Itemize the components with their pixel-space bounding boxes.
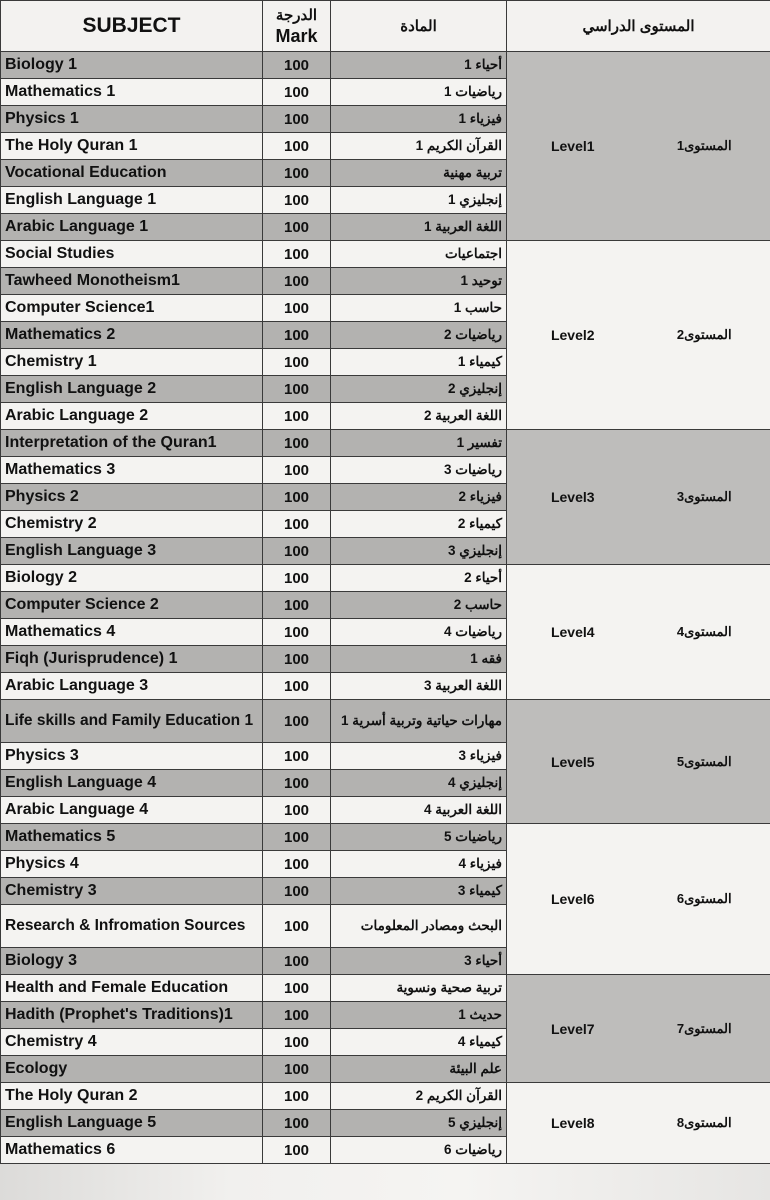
mark-cell: 100 [263, 295, 331, 322]
subject-ar-cell: حاسب 2 [331, 592, 507, 619]
subject-ar-cell: توحيد 1 [331, 268, 507, 295]
mark-cell: 100 [263, 975, 331, 1002]
mark-cell: 100 [263, 403, 331, 430]
subject-cell: Computer Science1 [1, 295, 263, 322]
subject-cell: Arabic Language 1 [1, 214, 263, 241]
level-ar-cell: المستوى5 [639, 700, 770, 824]
subject-cell: Arabic Language 2 [1, 403, 263, 430]
subject-ar-cell: كيمياء 3 [331, 878, 507, 905]
table-body [1, 52, 770, 1164]
level-en-cell: Level3 [507, 430, 639, 565]
subject-cell: Interpretation of the Quran1 [1, 430, 263, 457]
subject-cell: Hadith (Prophet's Traditions)1 [1, 1002, 263, 1029]
subject-cell: Physics 2 [1, 484, 263, 511]
table-row [1, 975, 770, 1002]
level-en-cell: Level1 [507, 52, 639, 241]
subject-ar-cell: كيمياء 4 [331, 1029, 507, 1056]
subject-ar-cell: حاسب 1 [331, 295, 507, 322]
subject-ar-cell: فيزياء 3 [331, 743, 507, 770]
subject-ar-cell: مهارات حياتية وتربية أسرية 1 [331, 700, 507, 743]
subject-ar-cell: اللغة العربية 2 [331, 403, 507, 430]
level-ar-cell: المستوى8 [639, 1083, 770, 1164]
subject-cell: Chemistry 4 [1, 1029, 263, 1056]
subject-ar-cell: إنجليزي 5 [331, 1110, 507, 1137]
level-ar-cell: المستوى2 [639, 241, 770, 430]
table-header [1, 1, 770, 52]
subject-ar-cell: تفسير 1 [331, 430, 507, 457]
mark-cell: 100 [263, 1002, 331, 1029]
subject-ar-cell: فيزياء 1 [331, 106, 507, 133]
subject-cell: Chemistry 2 [1, 511, 263, 538]
table-row [1, 241, 770, 268]
mark-cell: 100 [263, 905, 331, 948]
subject-cell: English Language 1 [1, 187, 263, 214]
subject-ar-cell: أحياء 1 [331, 52, 507, 79]
mark-cell: 100 [263, 673, 331, 700]
subject-ar-cell: أحياء 2 [331, 565, 507, 592]
table-row [1, 1083, 770, 1110]
level-en-cell: Level5 [507, 700, 639, 824]
subject-ar-cell: رياضيات 4 [331, 619, 507, 646]
mark-cell: 100 [263, 79, 331, 106]
subject-ar-cell: كيمياء 1 [331, 349, 507, 376]
level-ar-cell: المستوى6 [639, 824, 770, 975]
level-en-cell: Level7 [507, 975, 639, 1083]
mark-cell: 100 [263, 851, 331, 878]
subject-cell: Vocational Education [1, 160, 263, 187]
subject-ar-cell: رياضيات 6 [331, 1137, 507, 1164]
mark-cell: 100 [263, 1083, 331, 1110]
mark-cell: 100 [263, 1029, 331, 1056]
subject-ar-cell: إنجليزي 3 [331, 538, 507, 565]
subject-cell: English Language 3 [1, 538, 263, 565]
subject-cell: Arabic Language 3 [1, 673, 263, 700]
level-ar-cell: المستوى4 [639, 565, 770, 700]
level-ar-cell: المستوى1 [639, 52, 770, 241]
mark-cell: 100 [263, 457, 331, 484]
subject-cell: English Language 5 [1, 1110, 263, 1137]
subject-cell: English Language 4 [1, 770, 263, 797]
subject-cell: Tawheed Monotheism1 [1, 268, 263, 295]
mark-cell: 100 [263, 349, 331, 376]
subject-ar-cell: كيمياء 2 [331, 511, 507, 538]
mark-cell: 100 [263, 646, 331, 673]
subject-ar-cell: رياضيات 2 [331, 322, 507, 349]
mark-cell: 100 [263, 52, 331, 79]
subject-cell: Biology 3 [1, 948, 263, 975]
subject-cell: Social Studies [1, 241, 263, 268]
subject-ar-cell: إنجليزي 4 [331, 770, 507, 797]
subject-ar-cell: رياضيات 5 [331, 824, 507, 851]
table-row [1, 430, 770, 457]
mark-cell: 100 [263, 133, 331, 160]
subject-cell: Mathematics 3 [1, 457, 263, 484]
mark-cell: 100 [263, 565, 331, 592]
mark-header-en: Mark [275, 26, 318, 46]
subject-ar-cell: علم البيئة [331, 1056, 507, 1083]
subject-ar-cell: اللغة العربية 3 [331, 673, 507, 700]
subject-cell: Physics 4 [1, 851, 263, 878]
subject-ar-cell: البحث ومصادر المعلومات [331, 905, 507, 948]
level-en-cell: Level8 [507, 1083, 639, 1164]
mark-cell: 100 [263, 948, 331, 975]
mark-cell: 100 [263, 214, 331, 241]
subject-cell: Biology 1 [1, 52, 263, 79]
level-ar-cell: المستوى3 [639, 430, 770, 565]
mark-cell: 100 [263, 1137, 331, 1164]
subject-cell: Mathematics 4 [1, 619, 263, 646]
mark-cell: 100 [263, 484, 331, 511]
mark-cell: 100 [263, 430, 331, 457]
subject-cell: Ecology [1, 1056, 263, 1083]
subject-ar-cell: رياضيات 3 [331, 457, 507, 484]
subject-ar-cell: تربية صحية ونسوية [331, 975, 507, 1002]
level-en-cell: Level2 [507, 241, 639, 430]
subject-header: SUBJECT [1, 1, 263, 52]
table-row [1, 565, 770, 592]
subject-ar-cell: فيزياء 4 [331, 851, 507, 878]
subject-cell: The Holy Quran 1 [1, 133, 263, 160]
subject-ar-cell: أحياء 3 [331, 948, 507, 975]
level-header: المستوى الدراسي [507, 1, 770, 52]
mark-cell: 100 [263, 106, 331, 133]
table-row [1, 700, 770, 743]
subject-cell: Fiqh (Jurisprudence) 1 [1, 646, 263, 673]
mark-cell: 100 [263, 770, 331, 797]
mark-cell: 100 [263, 160, 331, 187]
subject-cell: Computer Science 2 [1, 592, 263, 619]
subject-ar-cell: اللغة العربية 1 [331, 214, 507, 241]
mark-cell: 100 [263, 268, 331, 295]
mark-header [263, 1, 331, 52]
subject-cell: Health and Female Education [1, 975, 263, 1002]
mark-cell: 100 [263, 878, 331, 905]
mark-cell: 100 [263, 619, 331, 646]
subject-ar-cell: إنجليزي 1 [331, 187, 507, 214]
table-row [1, 52, 770, 79]
mark-cell: 100 [263, 376, 331, 403]
subject-cell: Mathematics 6 [1, 1137, 263, 1164]
subject-cell: Biology 2 [1, 565, 263, 592]
mark-cell: 100 [263, 1110, 331, 1137]
subject-cell: The Holy Quran 2 [1, 1083, 263, 1110]
mark-cell: 100 [263, 241, 331, 268]
subject-cell: Physics 1 [1, 106, 263, 133]
mark-cell: 100 [263, 592, 331, 619]
subject-cell: Mathematics 5 [1, 824, 263, 851]
subject-cell: Research & Infromation Sources [1, 905, 263, 948]
level-ar-cell: المستوى7 [639, 975, 770, 1083]
level-en-cell: Level4 [507, 565, 639, 700]
subject-ar-cell: فيزياء 2 [331, 484, 507, 511]
subject-ar-cell: اجتماعيات [331, 241, 507, 268]
mark-cell: 100 [263, 1056, 331, 1083]
mark-cell: 100 [263, 187, 331, 214]
subject-ar-cell: القرآن الكريم 1 [331, 133, 507, 160]
mark-cell: 100 [263, 797, 331, 824]
mark-cell: 100 [263, 824, 331, 851]
subject-ar-cell: حديث 1 [331, 1002, 507, 1029]
subject-ar-cell: فقه 1 [331, 646, 507, 673]
subject-cell: Chemistry 1 [1, 349, 263, 376]
subject-ar-cell: رياضيات 1 [331, 79, 507, 106]
mark-cell: 100 [263, 743, 331, 770]
subject-cell: English Language 2 [1, 376, 263, 403]
subject-cell: Arabic Language 4 [1, 797, 263, 824]
mark-header-ar: الدرجة [275, 7, 318, 24]
subject-cell: Life skills and Family Education 1 [1, 700, 263, 743]
subject-cell: Physics 3 [1, 743, 263, 770]
subject-cell: Mathematics 1 [1, 79, 263, 106]
table-row [1, 824, 770, 851]
material-header: المادة [331, 1, 507, 52]
mark-cell: 100 [263, 322, 331, 349]
subject-ar-cell: القرآن الكريم 2 [331, 1083, 507, 1110]
mark-cell: 100 [263, 511, 331, 538]
subject-ar-cell: إنجليزي 2 [331, 376, 507, 403]
level-en-cell: Level6 [507, 824, 639, 975]
subject-ar-cell: تربية مهنية [331, 160, 507, 187]
subject-cell: Chemistry 3 [1, 878, 263, 905]
subject-ar-cell: اللغة العربية 4 [331, 797, 507, 824]
subject-cell: Mathematics 2 [1, 322, 263, 349]
mark-cell: 100 [263, 538, 331, 565]
mark-cell: 100 [263, 700, 331, 743]
